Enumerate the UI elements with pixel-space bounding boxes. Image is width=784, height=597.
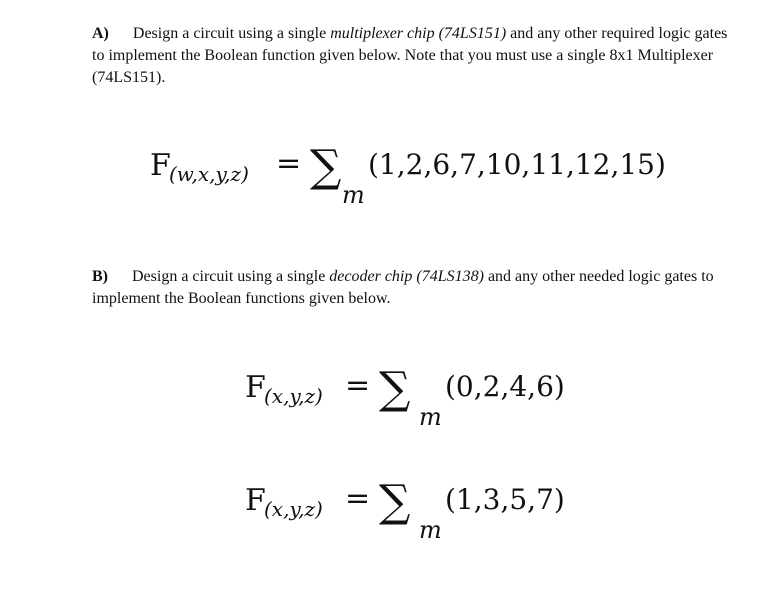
- minterm-list: (1,2,6,7,10,11,12,15): [368, 148, 666, 181]
- minterm-list: (1,3,5,7): [445, 483, 565, 516]
- part-b-question: [92, 266, 752, 310]
- function-name: F: [150, 148, 171, 183]
- part-a-label: A): [92, 25, 109, 42]
- function-arguments: (w,x,y,z): [169, 162, 249, 186]
- minterm-subscript: m: [419, 516, 442, 544]
- function-arguments: (x,y,z): [264, 497, 323, 521]
- sigma-symbol: ∑: [379, 476, 411, 527]
- part-a-chip-name: multiplexer chip (74LS151): [330, 25, 507, 42]
- part-b-text-end: and any other needed logic gates to implement the Boolean functions given below.: [92, 268, 714, 307]
- part-a-equation: [150, 141, 670, 215]
- function-name: F: [245, 483, 266, 518]
- equals-sign: =: [345, 368, 371, 403]
- part-b-label: B): [92, 268, 108, 285]
- function-arguments: (x,y,z): [264, 384, 323, 408]
- equals-sign: =: [345, 481, 371, 516]
- minterm-list: (0,2,4,6): [445, 370, 565, 403]
- function-name: F: [245, 370, 266, 405]
- part-b-text-start: Design a circuit using a single: [132, 268, 330, 285]
- part-a-text-start: Design a circuit using a single: [132, 25, 331, 42]
- part-a-question: [92, 23, 732, 89]
- minterm-subscript: m: [342, 181, 365, 209]
- part-a-text-end: and any other required logic gates to implement the Boolean function given below. Note that you must use a single 8x1 Multiplexer (74LS151).: [92, 25, 728, 86]
- part-b-chip-name: decoder chip (74LS138): [329, 268, 484, 285]
- sigma-symbol: ∑: [379, 363, 411, 414]
- equals-sign: =: [276, 146, 302, 181]
- part-b-equation-1: [245, 363, 575, 437]
- part-b-equation-2: [245, 476, 575, 550]
- minterm-subscript: m: [419, 403, 442, 431]
- sigma-symbol: ∑: [310, 141, 342, 192]
